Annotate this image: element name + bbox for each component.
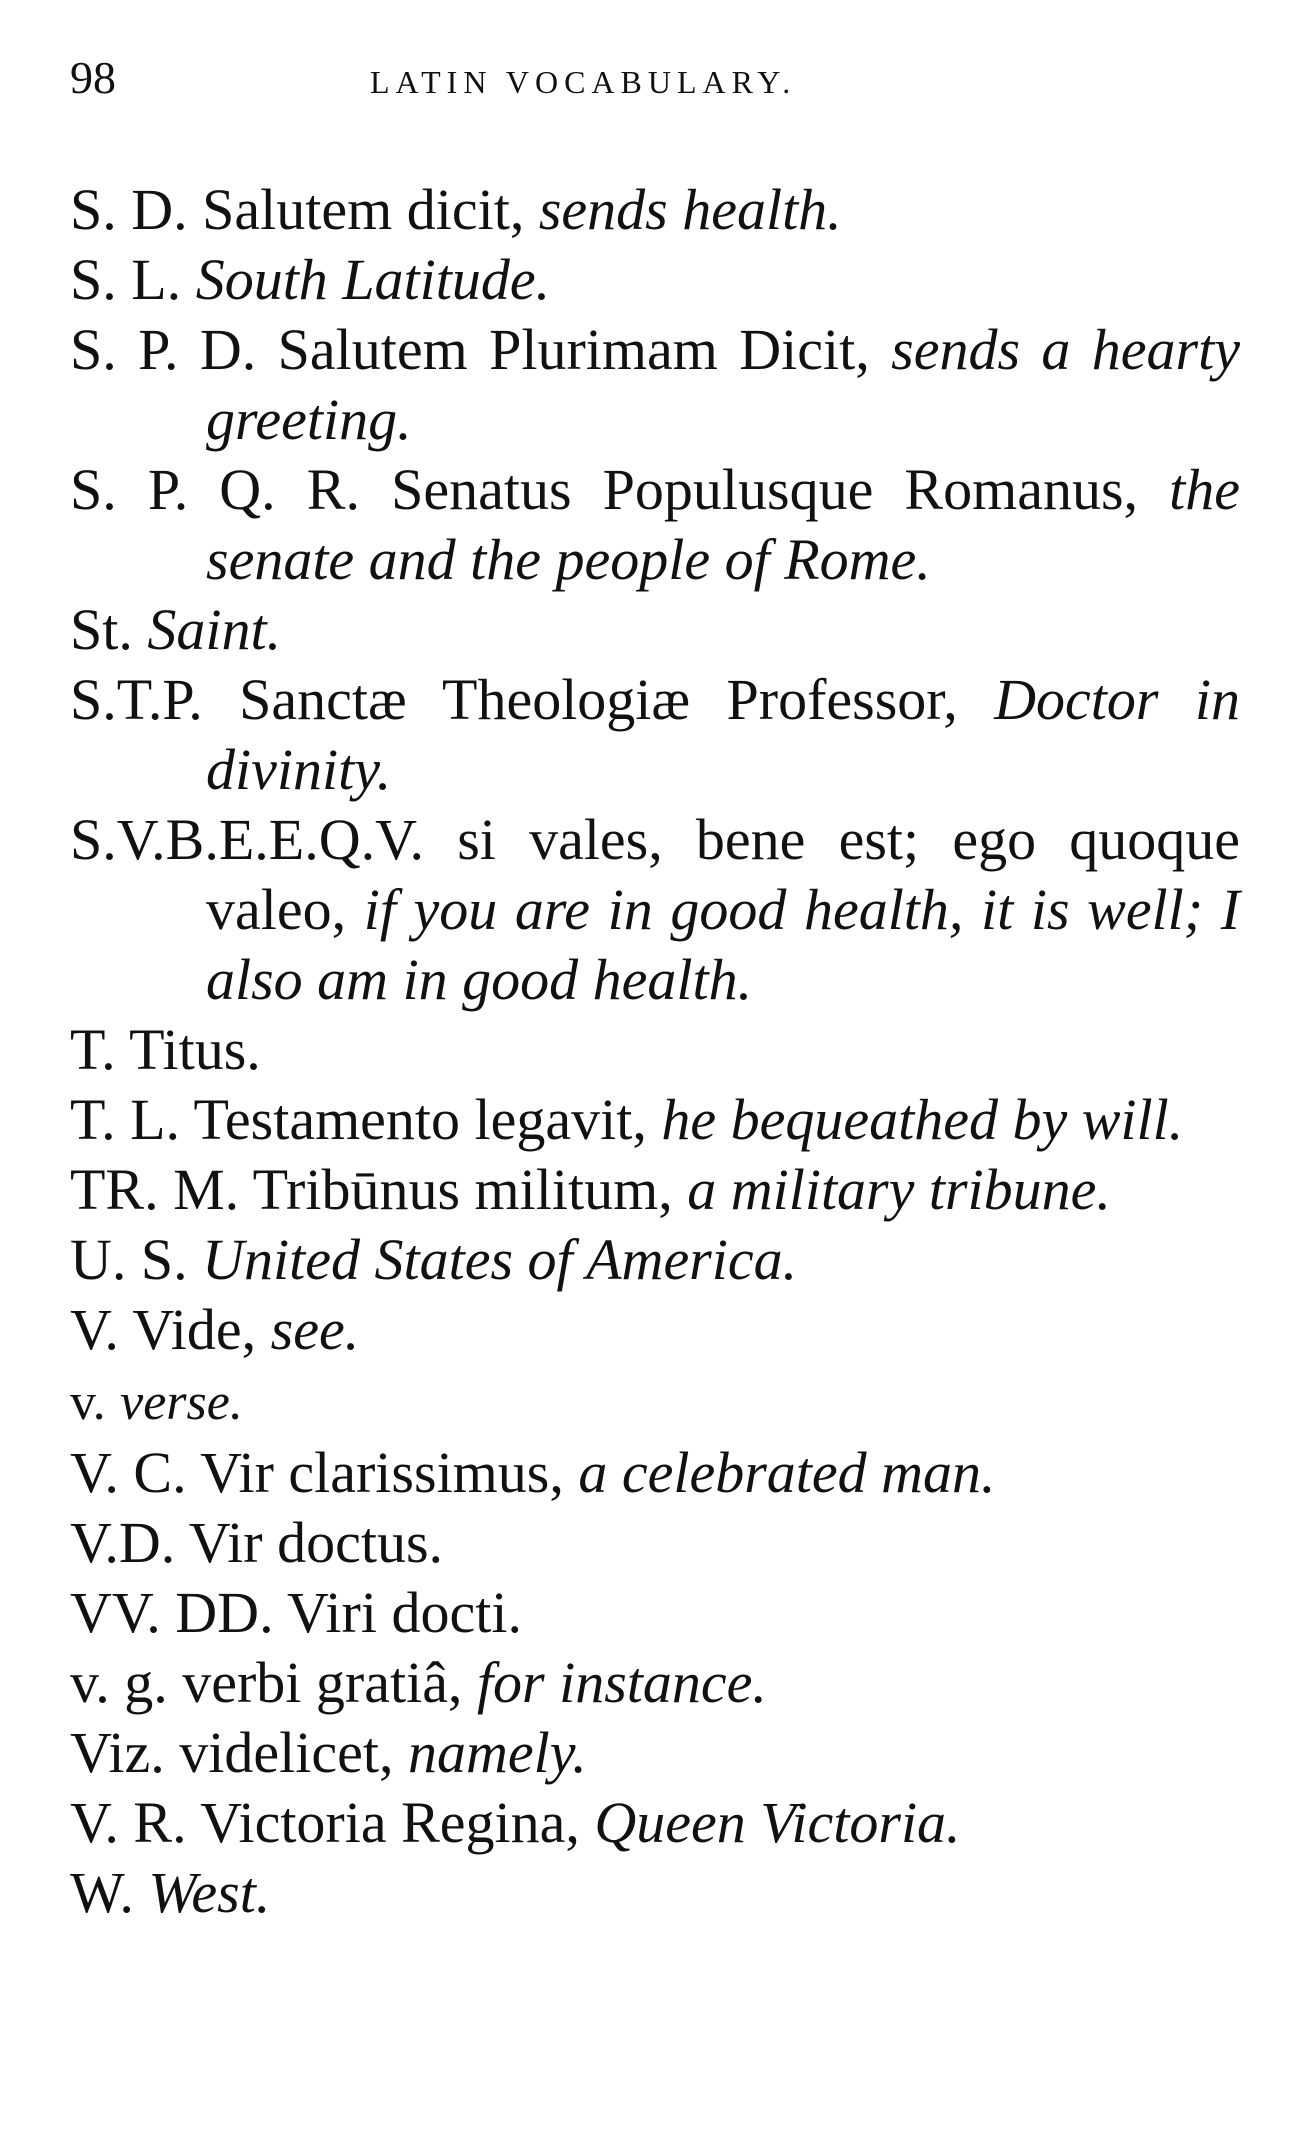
- english-gloss: namely.: [407, 1720, 587, 1785]
- abbreviation-entry: [70, 1718, 1240, 1788]
- english-gloss: Queen Victoria.: [594, 1790, 961, 1855]
- latin-expansion: Viri docti.: [287, 1580, 522, 1645]
- abbreviation: S. P. D.: [70, 317, 257, 382]
- english-gloss: sends a hearty greeting.: [206, 317, 1240, 452]
- abbreviation: S. D.: [70, 177, 188, 242]
- latin-expansion: videlicet,: [179, 1720, 394, 1785]
- latin-expansion: Sanctæ Theologiæ Professor,: [239, 667, 958, 732]
- abbreviation-entry: [70, 1438, 1240, 1508]
- abbreviation: S.V.B.E.E.Q.V.: [70, 807, 425, 872]
- english-gloss: a celebrated man.: [578, 1440, 996, 1505]
- abbreviation-entry: [70, 1648, 1240, 1718]
- abbreviation-entry: [70, 1365, 1240, 1438]
- latin-expansion: Salutem dicit,: [202, 177, 525, 242]
- english-gloss: Doctor in divinity.: [206, 667, 1240, 802]
- latin-expansion: si vales, bene est; ego quoque valeo,: [206, 807, 1241, 942]
- latin-expansion: Victoria Regina,: [200, 1790, 580, 1855]
- abbreviation: U. S.: [70, 1227, 188, 1292]
- english-gloss: South Latitude.: [195, 247, 551, 312]
- abbreviation-entry: [70, 805, 1240, 1015]
- latin-expansion: Testamento legavit,: [193, 1087, 647, 1152]
- english-gloss: a military tribune.: [687, 1157, 1111, 1222]
- english-gloss: the senate and the people of Rome.: [206, 457, 1241, 592]
- abbreviation: T.: [70, 1017, 116, 1082]
- english-gloss: for instance.: [476, 1650, 767, 1715]
- english-gloss: West.: [148, 1860, 271, 1925]
- abbreviation-entry: [70, 665, 1240, 805]
- abbreviation: VV. DD.: [70, 1580, 274, 1645]
- abbreviation-entry: [70, 455, 1240, 595]
- abbreviation: W.: [70, 1860, 134, 1925]
- latin-expansion: verbi gratiâ,: [182, 1650, 463, 1715]
- english-gloss: he bequeathed by will.: [661, 1087, 1184, 1152]
- english-gloss: see.: [270, 1297, 360, 1362]
- abbreviation: S. L.: [70, 247, 182, 312]
- abbreviation-entry: [70, 1858, 1240, 1928]
- abbreviation: Viz.: [70, 1720, 165, 1785]
- abbreviation-entry: [70, 175, 1240, 245]
- latin-expansion: Titus.: [129, 1017, 261, 1082]
- abbreviation-entry: [70, 1295, 1240, 1365]
- abbreviation: T. L.: [70, 1087, 181, 1152]
- abbreviation: S. P. Q. R.: [70, 457, 360, 522]
- english-gloss: Saint.: [147, 597, 282, 662]
- english-gloss: sends health.: [538, 177, 842, 242]
- page-number: 98: [70, 52, 116, 103]
- running-title: LATIN VOCABULARY.: [370, 64, 797, 100]
- abbreviation-entry: [70, 1085, 1240, 1155]
- latin-expansion: Vir doctus.: [188, 1510, 444, 1575]
- abbreviation: V. C.: [70, 1440, 187, 1505]
- abbreviation: v. g.: [70, 1650, 168, 1715]
- english-gloss: verse.: [120, 1374, 243, 1431]
- abbreviation: V. R.: [70, 1790, 187, 1855]
- english-gloss: United States of America.: [202, 1227, 798, 1292]
- latin-expansion: Salutem Plurimam Dicit,: [277, 317, 870, 382]
- abbreviation: V.D.: [70, 1510, 176, 1575]
- latin-expansion: Tribūnus militum,: [252, 1157, 673, 1222]
- english-gloss: if you are in good health, it is well; I also am in good health.: [206, 877, 1241, 1012]
- abbreviation-entry: [70, 1155, 1240, 1225]
- abbreviation-entry: [70, 595, 1240, 665]
- abbreviation: S.T.P.: [70, 667, 203, 732]
- page-header: [70, 48, 1250, 108]
- abbreviation-entry: [70, 1015, 1240, 1085]
- abbreviation: v.: [70, 1374, 106, 1431]
- abbreviation-entry: [70, 1578, 1240, 1648]
- latin-expansion: Senatus Populusque Romanus,: [391, 457, 1139, 522]
- abbreviation-entry: [70, 1508, 1240, 1578]
- abbreviation: V.: [70, 1297, 119, 1362]
- latin-expansion: Vide,: [132, 1297, 257, 1362]
- abbreviation-entry: [70, 315, 1240, 455]
- abbreviation-entry: [70, 1788, 1240, 1858]
- abbreviation-entry: [70, 1225, 1240, 1295]
- abbreviation: TR. M.: [70, 1157, 240, 1222]
- abbreviation-entry: [70, 245, 1240, 315]
- latin-expansion: Vir clarissimus,: [200, 1440, 564, 1505]
- abbreviation: St.: [70, 597, 133, 662]
- abbreviation-list: [70, 175, 1240, 1928]
